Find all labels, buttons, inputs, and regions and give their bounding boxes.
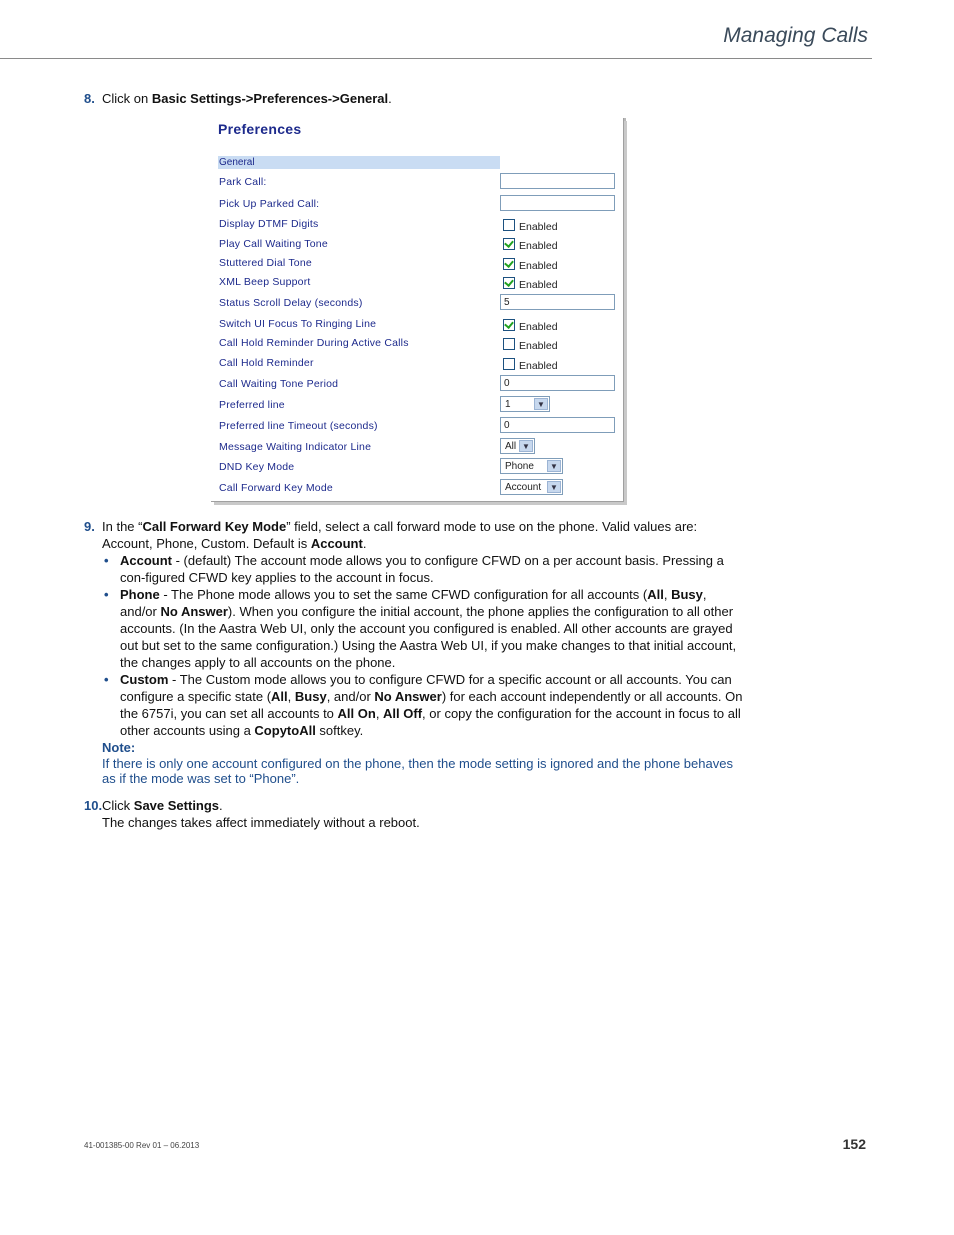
- status-scroll-delay-input[interactable]: 5: [500, 294, 615, 310]
- bold-text: Account: [120, 553, 172, 568]
- select-value: Phone: [505, 461, 534, 472]
- chevron-down-icon[interactable]: ▼: [547, 460, 561, 472]
- step-paragraph: [102, 797, 420, 814]
- list-item-custom: [102, 671, 746, 739]
- hold-reminder-checkbox[interactable]: [503, 358, 558, 372]
- field-label: Call Forward Key Mode: [219, 482, 333, 494]
- text: ,: [375, 706, 384, 721]
- note-heading: Note:: [102, 740, 136, 755]
- panel-title: Preferences: [218, 121, 302, 137]
- page-header-title: Managing Calls: [723, 24, 868, 47]
- call-waiting-tone-checkbox[interactable]: [503, 238, 558, 252]
- page-number: 152: [842, 1136, 866, 1152]
- text: .: [362, 536, 367, 551]
- chevron-down-icon[interactable]: ▼: [519, 440, 533, 452]
- field-label: Pick Up Parked Call:: [219, 198, 320, 210]
- checkbox-label: Enabled: [519, 260, 558, 272]
- step-paragraph: The changes takes affect immediately without a reboot.: [102, 815, 420, 830]
- checkbox-label: Enabled: [519, 340, 558, 352]
- field-label: Call Hold Reminder: [219, 357, 314, 369]
- select-value: Account: [505, 482, 542, 493]
- chevron-down-icon[interactable]: ▼: [547, 481, 561, 493]
- checkbox-label: Enabled: [519, 221, 558, 233]
- checkbox-box[interactable]: [503, 358, 515, 370]
- preferred-line-select[interactable]: [500, 396, 550, 412]
- step-10: [84, 797, 420, 831]
- chevron-down-icon[interactable]: ▼: [534, 398, 548, 410]
- checkbox-box[interactable]: [503, 219, 515, 231]
- step-number: 8.: [84, 91, 95, 106]
- step-text: Click on: [102, 91, 152, 106]
- bold-text: Custom: [120, 672, 169, 687]
- footer-doc-id: 41-001385-00 Rev 01 – 06.2013: [84, 1141, 200, 1150]
- field-label: Park Call:: [219, 176, 267, 188]
- checkbox-label: Enabled: [519, 279, 558, 291]
- section-general: General: [218, 156, 500, 169]
- select-value: All: [505, 441, 517, 452]
- text: ,: [287, 689, 295, 704]
- text: - The Phone mode allows you to set the same CFWD configuration for all accounts (: [159, 587, 648, 602]
- checkbox-box[interactable]: [503, 258, 515, 270]
- step-8: [84, 90, 392, 107]
- step-bold: Basic Settings->Preferences->General: [151, 91, 389, 106]
- step-9: [84, 518, 746, 786]
- preferred-line-timeout-input[interactable]: 0: [500, 417, 615, 433]
- call-waiting-tone-period-input[interactable]: 0: [500, 375, 615, 391]
- bold-text: All: [271, 689, 288, 704]
- bold-text: No Answer: [160, 604, 228, 619]
- bold-text: Call Forward Key Mode: [142, 519, 287, 534]
- field-label: Call Waiting Tone Period: [219, 378, 339, 390]
- text: ” field, select a call forward mode to use on the phone. Valid values are: Account, Phone, Custom. Default is: [102, 519, 698, 551]
- hold-reminder-active-checkbox[interactable]: [503, 338, 558, 352]
- checkbox-box[interactable]: [503, 338, 515, 350]
- bold-text: Save Settings: [133, 798, 220, 813]
- stuttered-dial-tone-checkbox[interactable]: [503, 258, 558, 272]
- checkbox-box[interactable]: [503, 319, 515, 331]
- mode-list: [102, 552, 746, 739]
- text: ,: [663, 587, 672, 602]
- bold-text: No Answer: [374, 689, 442, 704]
- bold-text: Account: [310, 536, 363, 551]
- list-item-phone: [102, 586, 746, 671]
- text: ) for each account independently or all accounts. On the 6757i, you can set all accounts to: [120, 689, 743, 721]
- field-label: DND Key Mode: [219, 461, 295, 473]
- field-label: Status Scroll Delay (seconds): [219, 297, 363, 309]
- text: - The Custom mode allows you to configure CFWD for a specific account or all accounts. You can configure a specific state (: [120, 672, 732, 704]
- list-item-account: [102, 552, 746, 586]
- bold-text: Phone: [120, 587, 160, 602]
- text: , or copy the configuration for the account in focus to all other accounts using a: [120, 706, 741, 738]
- field-label: Call Hold Reminder During Active Calls: [219, 337, 409, 349]
- step-number: 9.: [84, 519, 95, 534]
- preferences-panel: [211, 118, 624, 502]
- field-label: Switch UI Focus To Ringing Line: [219, 318, 377, 330]
- xml-beep-checkbox[interactable]: [503, 277, 558, 291]
- field-label: XML Beep Support: [219, 276, 311, 288]
- pickup-parked-call-input[interactable]: [500, 195, 615, 211]
- field-label: Play Call Waiting Tone: [219, 238, 328, 250]
- checkbox-box[interactable]: [503, 277, 515, 289]
- bold-text: Busy: [294, 689, 327, 704]
- checkbox-label: Enabled: [519, 321, 558, 333]
- text: , and/or: [120, 587, 707, 619]
- field-label: Preferred line Timeout (seconds): [219, 420, 378, 432]
- text: In the “: [102, 519, 143, 534]
- checkbox-label: Enabled: [519, 360, 558, 372]
- display-dtmf-checkbox[interactable]: [503, 219, 558, 233]
- bold-text: Busy: [671, 587, 703, 602]
- checkbox-label: Enabled: [519, 240, 558, 252]
- bold-text: All On: [337, 706, 376, 721]
- text: , and/or: [326, 689, 375, 704]
- field-label: Stuttered Dial Tone: [219, 257, 312, 269]
- text: Click: [102, 798, 134, 813]
- bold-text: All: [647, 587, 664, 602]
- text: ). When you configure the initial account, the phone applies the configuration to all other accounts. (In the Aastra Web UI, only the account you configured is enabled. All other accounts are grayed out but set to the same configuration.) Using the Aastra Web UI, if you make changes to that initial account, the changes apply to all accounts on the phone.: [120, 604, 737, 670]
- text: - (default) The account mode allows you to configure CFWD on a per account basis. Pressing a con-figured CFWD key applies to the account in focus.: [120, 553, 724, 585]
- mwi-line-select[interactable]: [500, 438, 535, 454]
- text: .: [219, 798, 223, 813]
- checkbox-box[interactable]: [503, 238, 515, 250]
- step-paragraph: [102, 518, 746, 552]
- call-forward-key-mode-select[interactable]: [500, 479, 563, 495]
- note-body: If there is only one account configured on the phone, then the mode setting is ignored and the phone behaves as if the mode was set to “Phone”.: [102, 756, 733, 786]
- switch-ui-focus-checkbox[interactable]: [503, 319, 558, 333]
- dnd-key-mode-select[interactable]: [500, 458, 563, 474]
- field-label: Message Waiting Indicator Line: [219, 441, 372, 453]
- bold-text: CopytoAll: [254, 723, 316, 738]
- header-divider: [0, 58, 872, 59]
- field-label: Display DTMF Digits: [219, 218, 319, 230]
- park-call-input[interactable]: [500, 173, 615, 189]
- text: softkey.: [315, 723, 364, 738]
- step-number: 10.: [84, 798, 103, 813]
- field-label: Preferred line: [219, 399, 285, 411]
- bold-text: All Off: [383, 706, 423, 721]
- select-value: 1: [505, 399, 511, 410]
- step-text: .: [388, 91, 392, 106]
